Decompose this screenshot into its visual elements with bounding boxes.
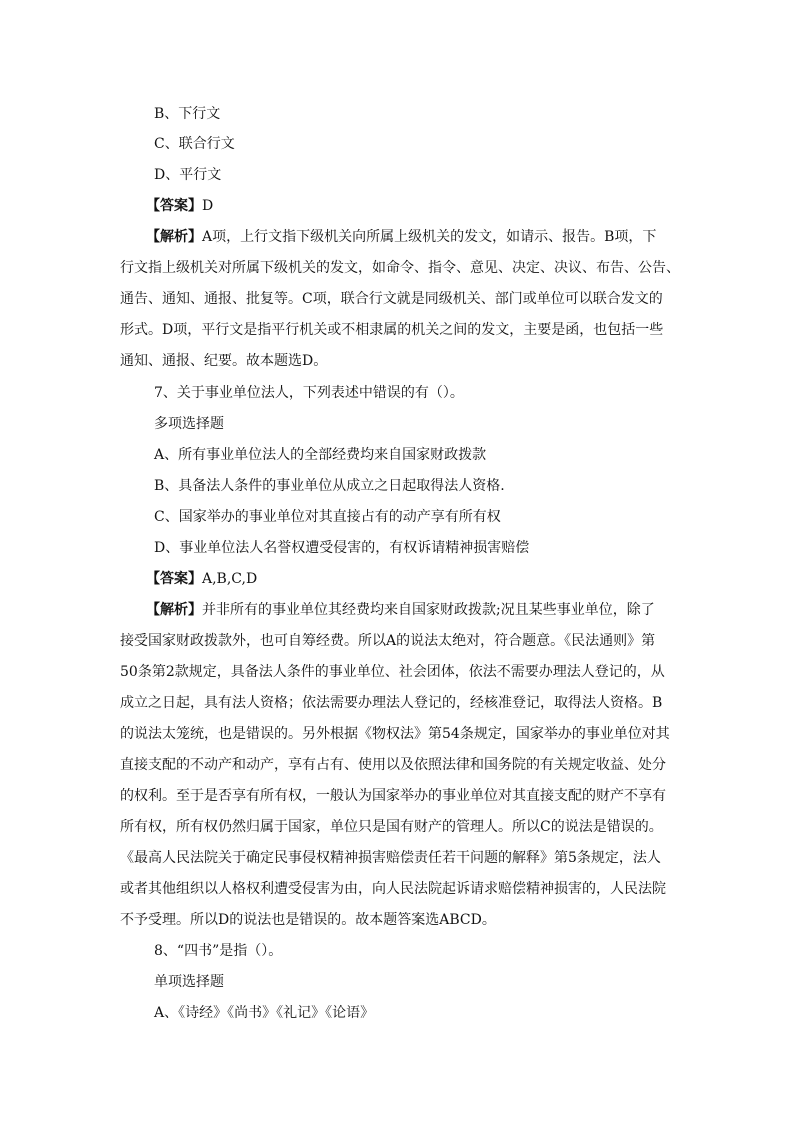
q7-type: 多项选择题	[154, 416, 224, 432]
q6-option-c: C、联合行文	[154, 136, 235, 152]
q6-answer	[146, 196, 213, 216]
q6-analysis-line-3: 通告、通知、通报、批复等。C项，联合行文就是同级机关、部门或单位可以联合发文的	[120, 291, 663, 307]
q7-option-a: A、所有事业单位法人的全部经费均来自国家财政拨款	[154, 447, 487, 463]
q7-analysis-line-4: 成立之日起，具有法人资格；依法需要办理法人登记的，经核准登记，取得法人资格。B	[120, 695, 663, 711]
q8-option-a: A、《诗经》《尚书》《礼记》《论语》	[154, 1005, 375, 1021]
q6-analysis-line-2: 行文指上级机关对所属下级机关的发文，如命令、指令、意见、决定、决议、布告、公告、	[120, 260, 680, 276]
q7-analysis-line-10: 或者其他组织以人格权利遭受侵害为由，向人民法院起诉请求赔偿精神损害的，人民法院	[120, 881, 666, 897]
q8-type: 单项选择题	[154, 974, 224, 990]
q8-question: 8、“四书”是指（）。	[154, 943, 283, 959]
q7-analysis-line-2: 接受国家财政拨款外，也可自筹经费。所以A的说法太绝对，符合题意。《民法通则》第	[120, 633, 656, 649]
q6-option-d: D、平行文	[154, 167, 222, 183]
answer-tag: 【答案】	[146, 571, 202, 587]
q6-option-b: B、下行文	[154, 106, 221, 122]
q7-analysis-line-8: 所有权，所有权仍然归属于国家，单位只是国有财产的管理人。所以C的说法是错误的。	[120, 819, 663, 835]
q6-analysis-line-4: 形式。D项，平行文是指平行机关或不相隶属的机关之间的发文，主要是函，也包括一些	[120, 322, 664, 338]
q7-option-b: B、具备法人条件的事业单位从成立之日起取得法人资格.	[154, 478, 505, 494]
q7-analysis-line-7: 的权利。至于是否享有所有权，一般认为国家举办的事业单位对其直接支配的财产不享有	[120, 788, 666, 804]
q7-analysis-line-9: 《最高人民法院关于确定民事侵权精神损害赔偿责任若干问题的解释》第5条规定，法人	[120, 850, 661, 866]
q7-analysis-line-6: 直接支配的不动产和动产，享有占有、使用以及依照法律和国务院的有关规定收益、处分	[120, 757, 666, 773]
answer-value: D	[202, 198, 214, 214]
analysis-tag: 【解析】	[146, 229, 202, 245]
q7-analysis-line-5: 的说法太笼统，也是错误的。另外根据《物权法》第54条规定，国家举办的事业单位对其	[120, 726, 670, 742]
q7-answer	[146, 569, 257, 589]
answer-value: A,B,C,D	[202, 571, 258, 587]
q6-analysis-line-5: 通知、通报、纪要。故本题选D。	[120, 353, 328, 369]
q7-option-d: D、事业单位法人名誉权遭受侵害的，有权诉请精神损害赔偿	[154, 540, 530, 556]
q7-option-c: C、国家举办的事业单位对其直接占有的动产享有所有权	[154, 509, 501, 525]
q7-analysis-line-3: 50条第2款规定，具备法人条件的事业单位、社会团体，依法不需要办理法人登记的，从	[120, 664, 665, 680]
analysis-tag: 【解析】	[146, 602, 202, 618]
q7-analysis-line-11: 不予受理。所以D的说法也是错误的。故本题答案选ABCD。	[120, 912, 496, 928]
answer-tag: 【答案】	[146, 198, 202, 214]
q6-analysis-line-1: 【解析】A项，上行文指下级机关向所属上级机关的发文，如请示、报告。B项，下	[146, 229, 657, 245]
q7-analysis-line-1: 【解析】并非所有的事业单位其经费均来自国家财政拨款;况且某些事业单位，除了	[146, 602, 655, 618]
q7-question: 7、关于事业单位法人，下列表述中错误的有（）。	[154, 385, 464, 401]
